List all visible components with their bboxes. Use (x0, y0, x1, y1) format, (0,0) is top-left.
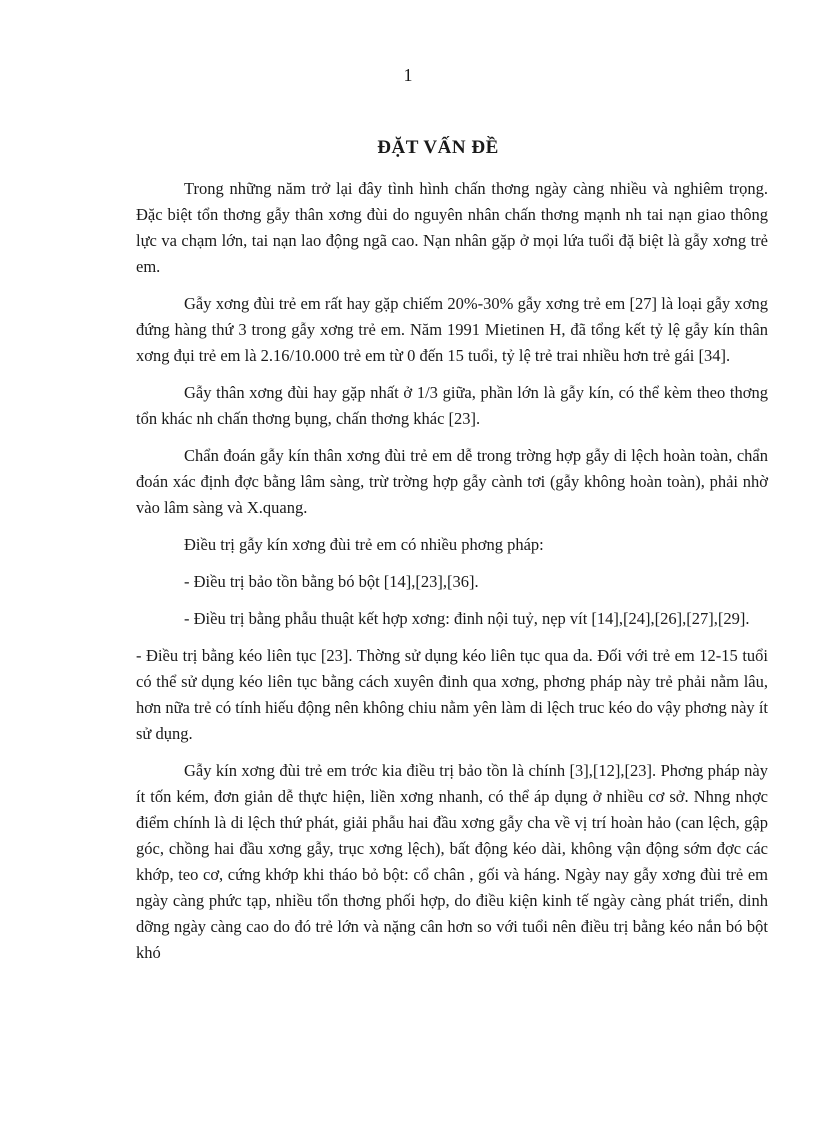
list-item-cast: - Điều trị bảo tồn bằng bó bột [14],[23],[36]. (184, 572, 479, 591)
paragraph-conservative: Gẫy kín xơng đùi trẻ em trớc kia điều trị bảo tồn là chính [3],[12],[23]. Phơng pháp này ít tốn kém, đơn giản dễ thực hiện, liền xơng nhanh, có thể áp dụng ở nhiều cơ sở. Nhng nhợc điểm chính là di lệch thứ phát, giải phẫu hai đầu xơng gẫy cha về vị trí hoàn hảo (can lệch, gập góc, chồng hai đầu xơng gẫy, trục xơng lệch), bất động kéo dài, không vận động sớm đợc các khớp, teo cơ, cứng khớp khi tháo bỏ bột: cổ chân , gối và háng. Ngày nay gẫy xơng đùi trẻ em ngày càng phức tạp, nhiều tổn thơng phối hợp, do điều kiện kinh tế ngày càng phát triển, dinh dỡng ngày càng cao do đó trẻ lớn và nặng cân hơn so với tuổi nên điều trị bằng kéo nắn bó bột khó (136, 761, 768, 962)
list-item-surgery: - Điều trị bằng phẫu thuật kết hợp xơng: đinh nội tuỷ, nẹp vít [14],[24],[26],[27],[29]. (184, 609, 750, 628)
page-title: ĐẶT VẤN ĐỀ (377, 137, 499, 158)
paragraph-treatment-intro: Điều trị gẫy kín xơng đùi trẻ em có nhiều phơng pháp: (184, 535, 544, 554)
list-item-traction: - Điều trị bằng kéo liên tục [23]. Thờng sử dụng kéo liên tục qua da. Đối với trẻ em 12-15 tuổi có thể sử dụng kéo liên tục bằng cách xuyên đinh qua xơng, phơng pháp này trẻ phải nằm lâu, hơn nữa trẻ có tính hiếu động nên không chiu nằm yên làm di lệch truc kéo do vậy phơng này ít sử dụng. (136, 646, 768, 743)
paragraph-diagnosis: Chẩn đoán gẫy kín thân xơng đùi trẻ em dễ trong trờng hợp gẫy di lệch hoàn toàn, chẩn đoán xác định đợc bằng lâm sàng, trừ trờng hợp gẫy cành tơi (gẫy không hoàn toàn), phải nhờ vào lâm sàng và X.quang. (136, 446, 768, 517)
body-text (136, 176, 768, 977)
paragraph-incidence: Gẫy xơng đùi trẻ em rất hay gặp chiếm 20%-30% gẫy xơng trẻ em [27] là loại gẫy xơng đứng hàng thứ 3 trong gẫy xơng trẻ em. Năm 1991 Mietinen H, đã tổng kết tỷ lệ gẫy kín thân xơng đụi trẻ em là 2.16/10.000 trẻ em từ 0 đến 15 tuổi, tỷ lệ trẻ trai nhiều hơn trẻ gái [34]. (136, 294, 768, 365)
page-number: 1 (403, 65, 413, 85)
paragraph-introduction: Trong những năm trở lại đây tình hình chấn thơng ngày càng nhiều và nghiêm trọng. Đặc biệt tổn thơng gẫy thân xơng đùi do nguyên nhân chấn thơng mạnh nh tai nạn giao thông lực va chạm lớn, tai nạn lao động ngã cao. Nạn nhân gặp ở mọi lứa tuổi đặ biệt là gẫy xơng trẻ em. (136, 179, 768, 276)
paragraph-location: Gẫy thân xơng đùi hay gặp nhất ở 1/3 giữa, phần lớn là gẫy kín, có thể kèm theo thơng tổn khác nh chấn thơng bụng, chấn thơng khác [23]. (136, 383, 768, 428)
